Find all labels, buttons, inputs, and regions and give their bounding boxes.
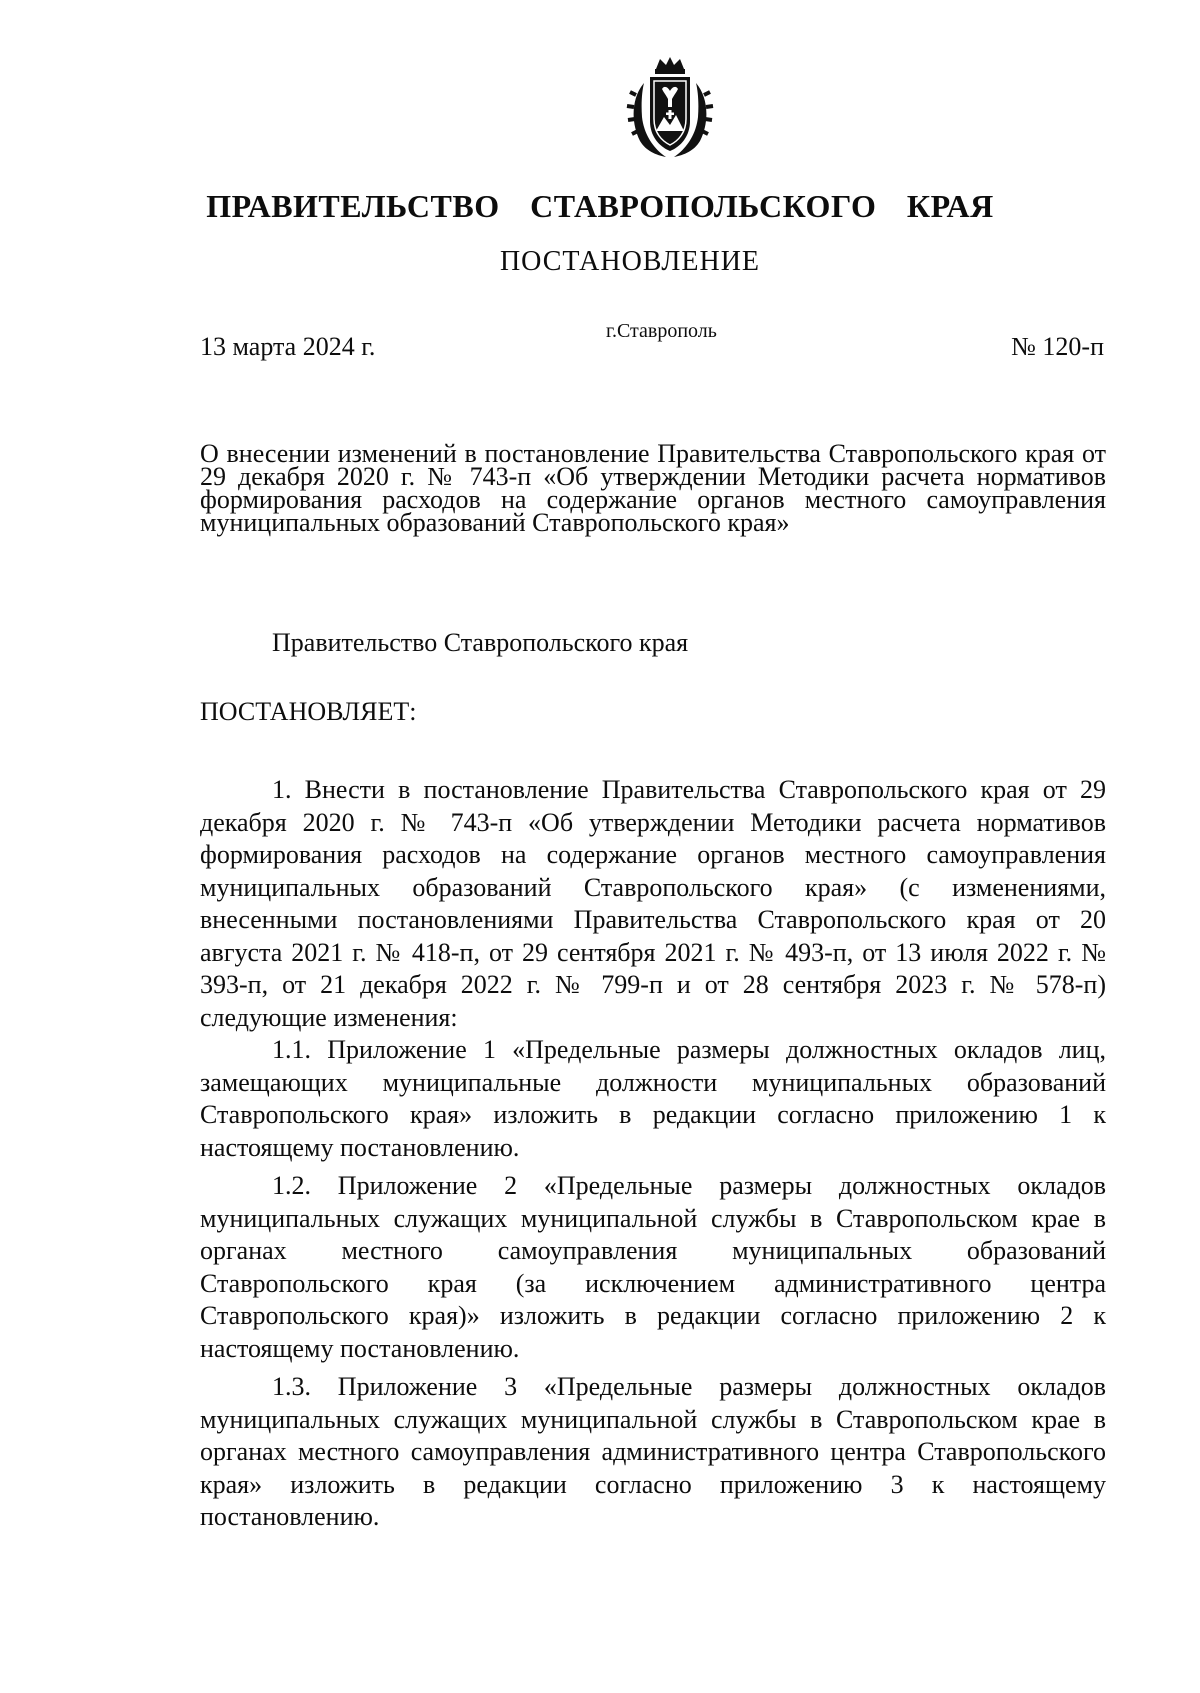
document-type: ПОСТАНОВЛЕНИЕ: [499, 246, 761, 277]
paragraph-1-1: 1.1. Приложение 1 «Предельные размеры должностных окладов лиц, замещающих муниципальные должности муниципальных образований Ставропольского края» изложить в редакции согласно приложению 1 к настоящему постановлению.: [200, 1035, 1106, 1162]
document-date: 13 марта 2024 г.: [200, 332, 376, 361]
resolves-heading: ПОСТАНОВЛЯЕТ:: [200, 697, 417, 726]
document-city: г.Ставрополь: [606, 320, 717, 342]
paragraph-1-2: 1.2. Приложение 2 «Предельные размеры должностных окладов муниципальных служащих муниципальной службы в Ставропольском крае в органах местного самоуправления муниципальных образований Ставропольского края (за исключением административного центра Ставропольского края)» изложить в редакции согласно приложению 2 к настоящему постановлению.: [200, 1171, 1106, 1363]
document-body: [200, 774, 1106, 1534]
government-title: ПРАВИТЕЛЬСТВО СТАВРОПОЛЬСКОГО КРАЯ: [206, 188, 994, 224]
document-number: № 120-п: [1011, 332, 1104, 361]
preamble-government-name: Правительство Ставропольского края: [272, 628, 689, 657]
paragraph-1-3: 1.3. Приложение 3 «Предельные размеры должностных окладов муниципальных служащих муниципальной службы в Ставропольском крае в органах местного самоуправления административного центра Ставропольского края» изложить в редакции согласно приложению 3 к настоящему постановлению.: [200, 1372, 1106, 1531]
document-subject: О внесении изменений в постановление Правительства Ставропольского края от 29 декабря 2020 г. № 743-п «Об утверждении Методики расчета нормативов формирования расходов на содержание органов местного самоуправления муниципальных образований Ставропольского края»: [200, 439, 1106, 537]
coat-of-arms-icon: [626, 55, 714, 159]
paragraph-1: 1. Внести в постановление Правительства Ставропольского края от 29 декабря 2020 г. № 743-п «Об утверждении Методики расчета нормативов формирования расходов на содержание органов местного самоуправления муниципальных образований Ставропольского края» (с изменениями, внесенными постановлениями Правительства Ставропольского края от 20 августа 2021 г. № 418-п, от 29 сентября 2021 г. № 493-п, от 13 июля 2022 г. № 393-п, от 21 декабря 2022 г. № 799-п и от 28 сентября 2023 г. № 578-п) следующие изменения:: [200, 775, 1106, 1032]
